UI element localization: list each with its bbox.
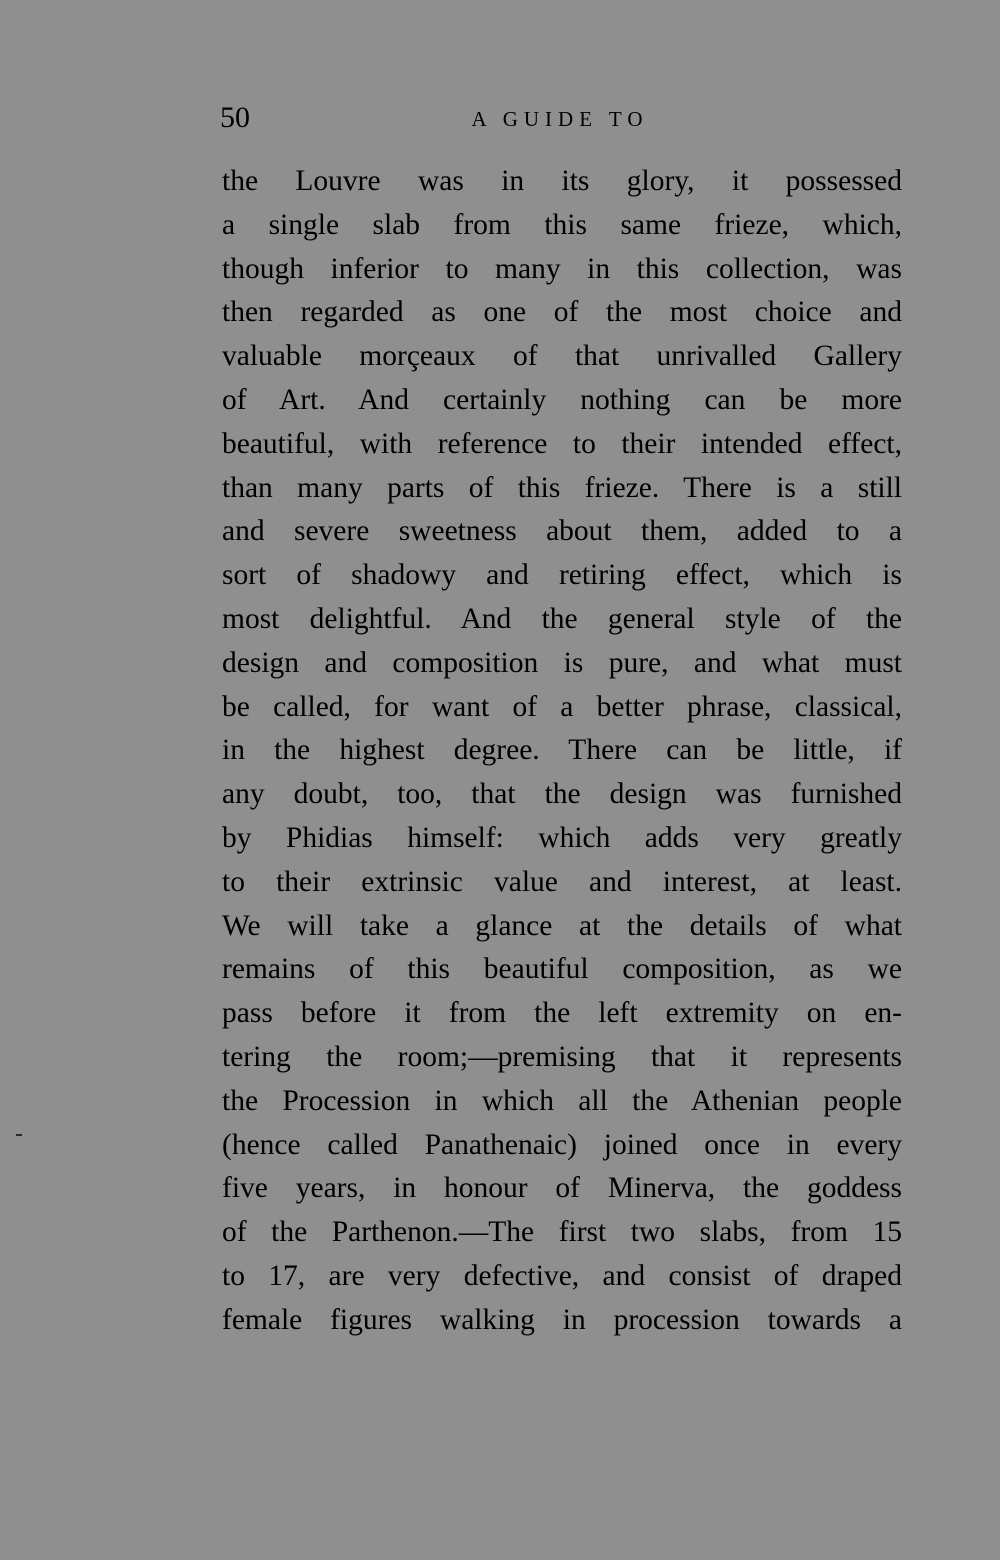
text-line: by Phidias himself: which adds very greatly <box>222 821 902 854</box>
text-line: a single slab from this same frieze, which, <box>222 208 902 241</box>
page-number: 50 <box>220 101 250 134</box>
text-line: of the Parthenon.—The first two slabs, from 15 <box>222 1216 902 1249</box>
running-head: A GUIDE TO <box>471 107 649 131</box>
text-line: (hence called Panathenaic) joined once in every <box>222 1128 902 1161</box>
text-line: to 17, are very defective, and consist of draped <box>222 1259 902 1292</box>
text-line: We will take a glance at the details of what <box>222 909 902 942</box>
text-line: the Louvre was in its glory, it possessed <box>222 165 902 197</box>
page-header <box>220 96 900 140</box>
text-line: pass before it from the left extremity on en- <box>222 997 902 1030</box>
text-line: five years, in honour of Minerva, the goddess <box>222 1172 902 1205</box>
text-line: valuable morçeaux of that unrivalled Gallery <box>222 340 902 373</box>
text-line: any doubt, too, that the design was furnished <box>222 778 902 811</box>
text-line: sort of shadowy and retiring effect, which is <box>222 559 902 592</box>
text-line: though inferior to many in this collection, was <box>222 252 902 285</box>
text-line: than many parts of this frieze. There is a still <box>222 471 902 504</box>
text-line: design and composition is pure, and what must <box>222 646 902 679</box>
text-line: of Art. And certainly nothing can be more <box>222 383 902 416</box>
text-line: tering the room;—premising that it represents <box>222 1040 902 1073</box>
margin-mark <box>16 1134 22 1136</box>
text-line: remains of this beautiful composition, as we <box>222 953 902 986</box>
text-line: most delightful. And the general style of the <box>222 602 902 635</box>
text-line: then regarded as one of the most choice and <box>222 296 902 329</box>
text-line: be called, for want of a better phrase, classical, <box>222 690 902 723</box>
text-line: and severe sweetness about them, added to a <box>222 515 902 548</box>
body-text <box>222 160 902 1343</box>
text-line: in the highest degree. There can be little, if <box>222 734 902 767</box>
text-line: beautiful, with reference to their intended effect, <box>222 427 902 460</box>
text-line: female figures walking in procession towards a <box>222 1303 902 1336</box>
text-line: to their extrinsic value and interest, at least. <box>222 865 902 898</box>
text-line: the Procession in which all the Athenian people <box>222 1084 902 1117</box>
